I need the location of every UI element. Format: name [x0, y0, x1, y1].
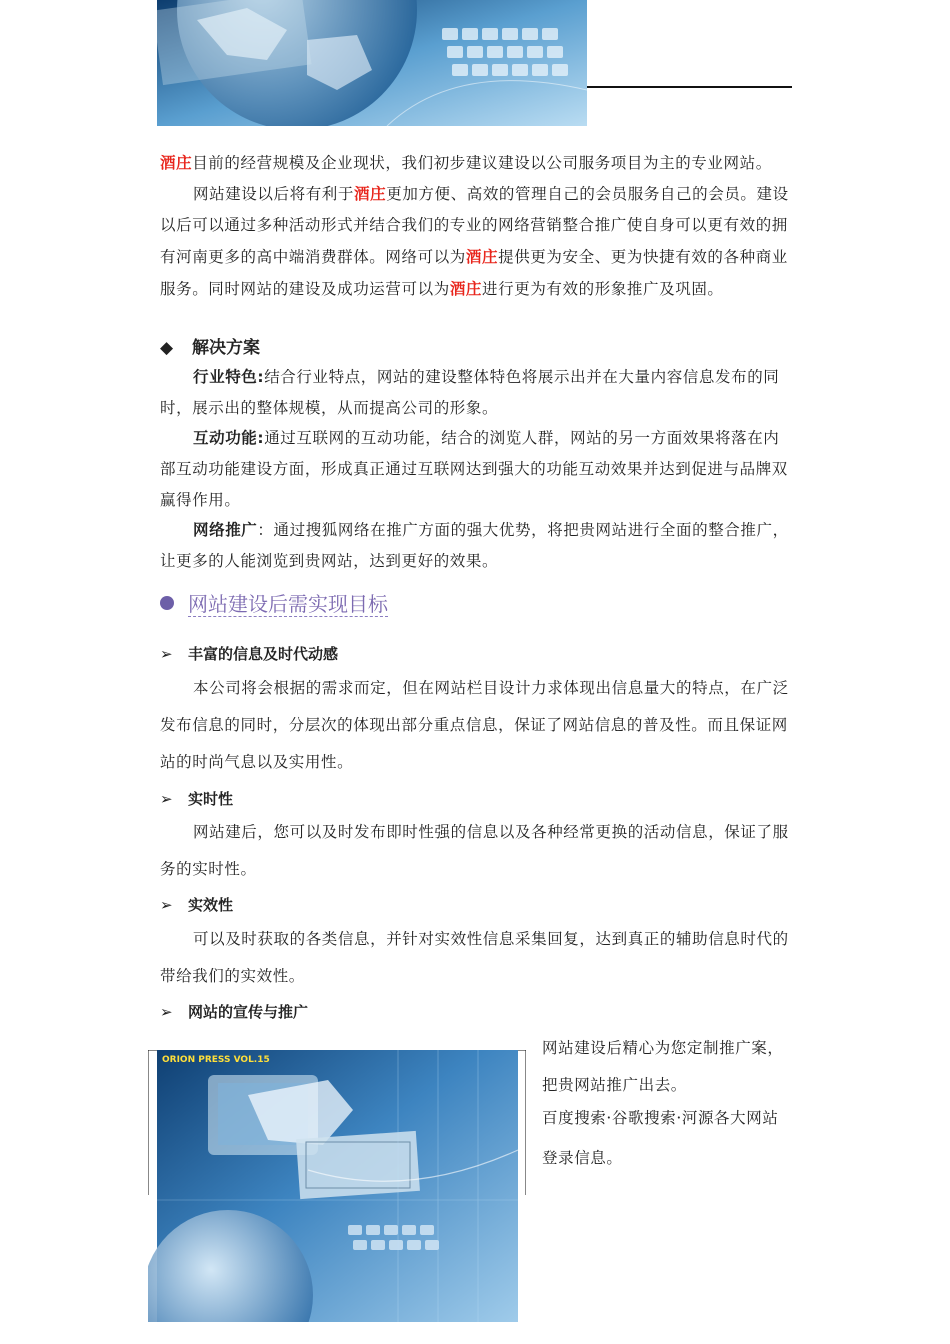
solution-item-interaction: 互动功能:通过互联网的互动功能，结合的浏览人群，网站的另一方面效果将落在内部互动功能建设方面，形成真正通过互联网达到强大的功能互动效果并达到促进与品牌双赢得作用。	[160, 429, 788, 509]
brand-name: 酒庄	[160, 153, 193, 172]
promo-line-2: 把贵网站推广出去。	[542, 1076, 687, 1094]
promo-line-4: 登录信息。	[542, 1149, 623, 1167]
goal-text-realtime: 网站建后，您可以及时发布即时性强的信息以及各种经常更换的活动信息，保证了服务的实时性。	[160, 823, 789, 878]
promo-image	[148, 1050, 526, 1320]
promo-line-1: 网站建设后精心为您定制推广案，	[542, 1039, 784, 1057]
goal-title-realtime: ➢ 实时性	[160, 790, 234, 808]
arrow-bullet-icon: ➢	[160, 645, 173, 663]
intro-paragraph-2: 网站建设以后将有利于酒庄更加方便、高效的管理自己的会员服务自己的会员。建设以后可以通过多种活动形式并结合我们的专业的网络营销整合推广使自身可以更有效的拥有河南更多的高中端消费群体。网络可以为酒庄提供更为安全、更为快捷有效的各种商业服务。同时网站的建设及成功运营可以为酒庄进行更为有效的形象推广及巩固。	[160, 184, 789, 298]
image-caption: ORION PRESS VOL.15	[162, 1055, 270, 1065]
header-rule	[587, 86, 792, 88]
goal-text-rich-info: 本公司将会根据的需求而定，但在网站栏目设计力求体现出信息量大的特点，在广泛发布信息的同时，分层次的体现出部分重点信息，保证了网站信息的普及性。而且保证网站的时尚气息以及实用性。	[160, 679, 789, 771]
promo-line-3: 百度搜索·谷歌搜索·河源各大网站	[542, 1109, 779, 1127]
circle-bullet-icon	[160, 596, 174, 610]
brand-name: 酒庄	[465, 247, 499, 266]
goal-text-effectiveness: 可以及时获取的各类信息，并针对实效性信息采集回复，达到真正的辅助信息时代的带给我们的实效性。	[160, 930, 789, 985]
brand-name: 酒庄	[354, 184, 387, 203]
goal-title-effectiveness: ➢ 实效性	[160, 896, 234, 914]
diamond-bullet-icon: ◆	[160, 338, 174, 358]
goal-title-promotion: ➢ 网站的宣传与推广	[160, 1003, 309, 1021]
arrow-bullet-icon: ➢	[160, 790, 173, 808]
arrow-bullet-icon: ➢	[160, 1003, 173, 1021]
solution-item-promotion: 网络推广：通过搜狐网络在推广方面的强大优势，将把贵网站进行全面的整合推广，让更多的人能浏览到贵网站，达到更好的效果。	[160, 521, 789, 570]
goals-heading: 网站建设后需实现目标	[160, 588, 388, 617]
intro-paragraph-1: 酒庄目前的经营规模及企业现状，我们初步建议建设以公司服务项目为主的专业网站。	[160, 153, 772, 172]
brand-name: 酒庄	[449, 279, 483, 298]
goal-title-rich-info: ➢ 丰富的信息及时代动感	[160, 645, 339, 663]
solution-item-industry: 行业特色:结合行业特点，网站的建设整体特色将展示出并在大量内容信息发布的同时，展示出的整体规模，从而提高公司的形象。	[160, 368, 780, 417]
arrow-bullet-icon: ➢	[160, 896, 173, 914]
solution-heading: ◆ 解决方案	[160, 338, 260, 358]
banner-image	[157, 0, 587, 126]
